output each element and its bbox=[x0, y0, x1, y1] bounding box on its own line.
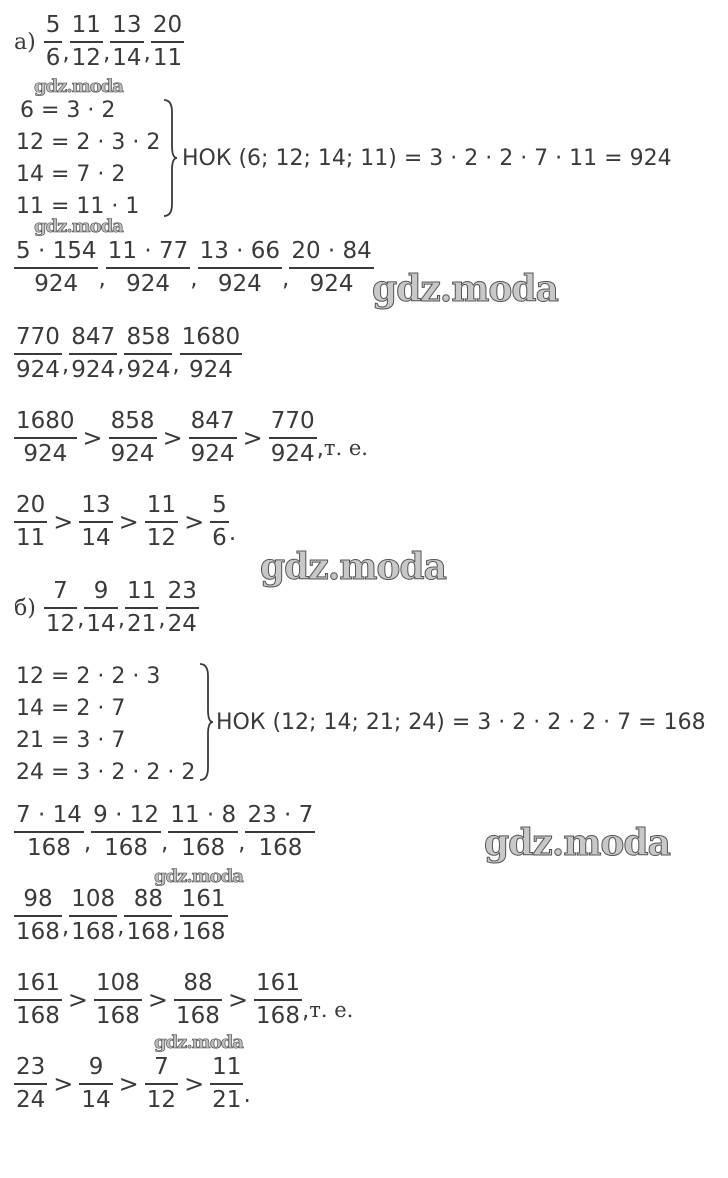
fraction: $\frac{161}{168}$ bbox=[16, 970, 60, 1029]
fraction: $\frac{88}{168}$ bbox=[126, 886, 171, 945]
fraction: $\frac{20}{11}$ bbox=[16, 492, 46, 551]
result-chain: $\frac{20}{11}$ > $\frac{13}{14}$ > $\frac{11}{12}$ > $\frac{5}{6}$ . bbox=[16, 492, 237, 551]
fraction: $\frac{9 \cdot 12}{168}$ bbox=[93, 802, 159, 861]
fraction: $\frac{11}{12}$ bbox=[146, 492, 177, 551]
common-denominator-fractions: $\frac{770}{924}$ , $\frac{847}{924}$ , $\frac{858}{924}$ , $\frac{1680}{924}$ bbox=[16, 324, 241, 383]
fraction: $\frac{858}{924}$ bbox=[110, 408, 155, 467]
fraction: $\frac{1680}{924}$ bbox=[16, 408, 75, 467]
fraction: $\frac{11}{12}$ bbox=[71, 12, 101, 71]
fraction: $\frac{23 \cdot 7}{168}$ bbox=[247, 802, 314, 861]
fraction: $\frac{13}{14}$ bbox=[112, 12, 142, 71]
lcm-line: НОК (12; 14; 21; 24) = 3 · 2 · 2 · 2 · 7 = 168 bbox=[216, 710, 706, 735]
curly-brace-icon bbox=[198, 662, 214, 782]
fraction: $\frac{847}{924}$ bbox=[71, 324, 116, 383]
factorization-line: 21 = 3 · 7 bbox=[16, 728, 126, 753]
fraction: $\frac{108}{168}$ bbox=[96, 970, 140, 1029]
fraction: $\frac{9}{14}$ bbox=[81, 1054, 111, 1113]
greater-than-sign: > bbox=[162, 424, 183, 452]
watermark: gdz.moda bbox=[34, 76, 123, 97]
watermark: gdz.moda bbox=[154, 866, 243, 887]
common-denominator-fractions: $\frac{98}{168}$ , $\frac{108}{168}$ , $\frac{88}{168}$ , $\frac{161}{168}$ bbox=[16, 886, 226, 945]
lcm-line: НОК (6; 12; 14; 11) = 3 · 2 · 2 · 7 · 11 = 924 bbox=[182, 146, 672, 171]
greater-than-sign: > bbox=[184, 508, 205, 536]
factorization-line: 12 = 2 · 3 · 2 bbox=[16, 130, 161, 155]
watermark: gdz.moda bbox=[372, 268, 558, 310]
fraction: $\frac{161}{168}$ bbox=[181, 886, 226, 945]
curly-brace-icon bbox=[162, 98, 178, 218]
fraction: $\frac{20}{11}$ bbox=[152, 12, 183, 71]
greater-than-sign: > bbox=[227, 986, 249, 1014]
b-fraction-list: б) $\frac{7}{12}$ , $\frac{9}{14}$ , $\frac{11}{21}$ , $\frac{23}{24}$ bbox=[14, 578, 197, 637]
greater-than-sign: > bbox=[147, 986, 169, 1014]
watermark: gdz.moda bbox=[34, 216, 123, 237]
fraction: $\frac{11}{21}$ bbox=[212, 1054, 242, 1113]
a-fraction-list: а) $\frac{5}{6}$ , $\frac{11}{12}$ , $\frac{13}{14}$ , $\frac{20}{11}$ bbox=[14, 12, 183, 71]
factorization-line: 14 = 7 · 2 bbox=[16, 162, 126, 187]
comparison-chain: $\frac{1680}{924}$ > $\frac{858}{924}$ > $\frac{847}{924}$ > $\frac{770}{924}$ , т. е. bbox=[16, 408, 368, 467]
fraction: $\frac{7}{12}$ bbox=[45, 578, 76, 637]
factorization-line: 12 = 2 · 2 · 3 bbox=[16, 664, 161, 689]
fraction: $\frac{9}{14}$ bbox=[86, 578, 116, 637]
fraction: $\frac{88}{168}$ bbox=[176, 970, 220, 1029]
watermark: gdz.moda bbox=[154, 1032, 243, 1053]
fraction: $\frac{770}{924}$ bbox=[270, 408, 315, 467]
fraction: $\frac{23}{24}$ bbox=[16, 1054, 46, 1113]
that-is-text: т. е. bbox=[323, 436, 368, 460]
factorization-line: 14 = 2 · 7 bbox=[16, 696, 126, 721]
factorization-line: 11 = 11 · 1 bbox=[16, 194, 140, 219]
fraction: $\frac{11 \cdot 77}{924}$ bbox=[107, 238, 189, 297]
fraction: $\frac{1680}{924}$ bbox=[181, 324, 241, 383]
fraction: $\frac{7 \cdot 14}{168}$ bbox=[16, 802, 82, 861]
watermark: gdz.moda bbox=[484, 822, 670, 864]
fraction: $\frac{161}{168}$ bbox=[256, 970, 300, 1029]
greater-than-sign: > bbox=[242, 424, 263, 452]
greater-than-sign: > bbox=[82, 424, 103, 452]
fraction: $\frac{98}{168}$ bbox=[16, 886, 60, 945]
that-is-text: т. е. bbox=[309, 998, 354, 1022]
greater-than-sign: > bbox=[118, 508, 139, 536]
factorization-line: 6 = 3 · 2 bbox=[20, 98, 116, 123]
fraction: $\frac{7}{12}$ bbox=[146, 1054, 177, 1113]
part-a-label: а) bbox=[14, 29, 36, 55]
fraction: $\frac{11 \cdot 8}{168}$ bbox=[170, 802, 237, 861]
fraction: $\frac{13 \cdot 66}{924}$ bbox=[199, 238, 281, 297]
fraction: $\frac{5}{6}$ bbox=[212, 492, 227, 551]
fraction: $\frac{5 \cdot 154}{924}$ bbox=[16, 238, 97, 297]
fraction: $\frac{13}{14}$ bbox=[81, 492, 111, 551]
greater-than-sign: > bbox=[184, 1070, 205, 1098]
fraction: $\frac{11}{21}$ bbox=[127, 578, 157, 637]
fraction: $\frac{858}{924}$ bbox=[126, 324, 171, 383]
fraction: $\frac{770}{924}$ bbox=[16, 324, 60, 383]
greater-than-sign: > bbox=[67, 986, 89, 1014]
expanded-fractions: $\frac{7 \cdot 14}{168}$ , $\frac{9 \cdot 12}{168}$ , $\frac{11 \cdot 8}{168}$ , $\frac{23 \cdot 7}{168}$ bbox=[16, 802, 314, 861]
factorization-line: 24 = 3 · 2 · 2 · 2 bbox=[16, 760, 196, 785]
fraction: $\frac{20 \cdot 84}{924}$ bbox=[291, 238, 372, 297]
comparison-chain: $\frac{161}{168}$ > $\frac{108}{168}$ > $\frac{88}{168}$ > $\frac{161}{168}$ , т. е. bbox=[16, 970, 354, 1029]
result-chain: $\frac{23}{24}$ > $\frac{9}{14}$ > $\frac{7}{12}$ > $\frac{11}{21}$ . bbox=[16, 1054, 251, 1113]
greater-than-sign: > bbox=[118, 1070, 139, 1098]
part-b-label: б) bbox=[14, 595, 36, 621]
watermark: gdz.moda bbox=[260, 546, 446, 588]
fraction: $\frac{23}{24}$ bbox=[167, 578, 197, 637]
expanded-fractions: $\frac{5 \cdot 154}{924}$ , $\frac{11 \cdot 77}{924}$ , $\frac{13 \cdot 66}{924}$ , $\frac{20 \cdot 84}{924}$ bbox=[16, 238, 372, 297]
greater-than-sign: > bbox=[53, 508, 74, 536]
fraction: $\frac{847}{924}$ bbox=[190, 408, 235, 467]
fraction: $\frac{108}{168}$ bbox=[71, 886, 116, 945]
greater-than-sign: > bbox=[53, 1070, 74, 1098]
fraction: $\frac{5}{6}$ bbox=[45, 12, 61, 71]
